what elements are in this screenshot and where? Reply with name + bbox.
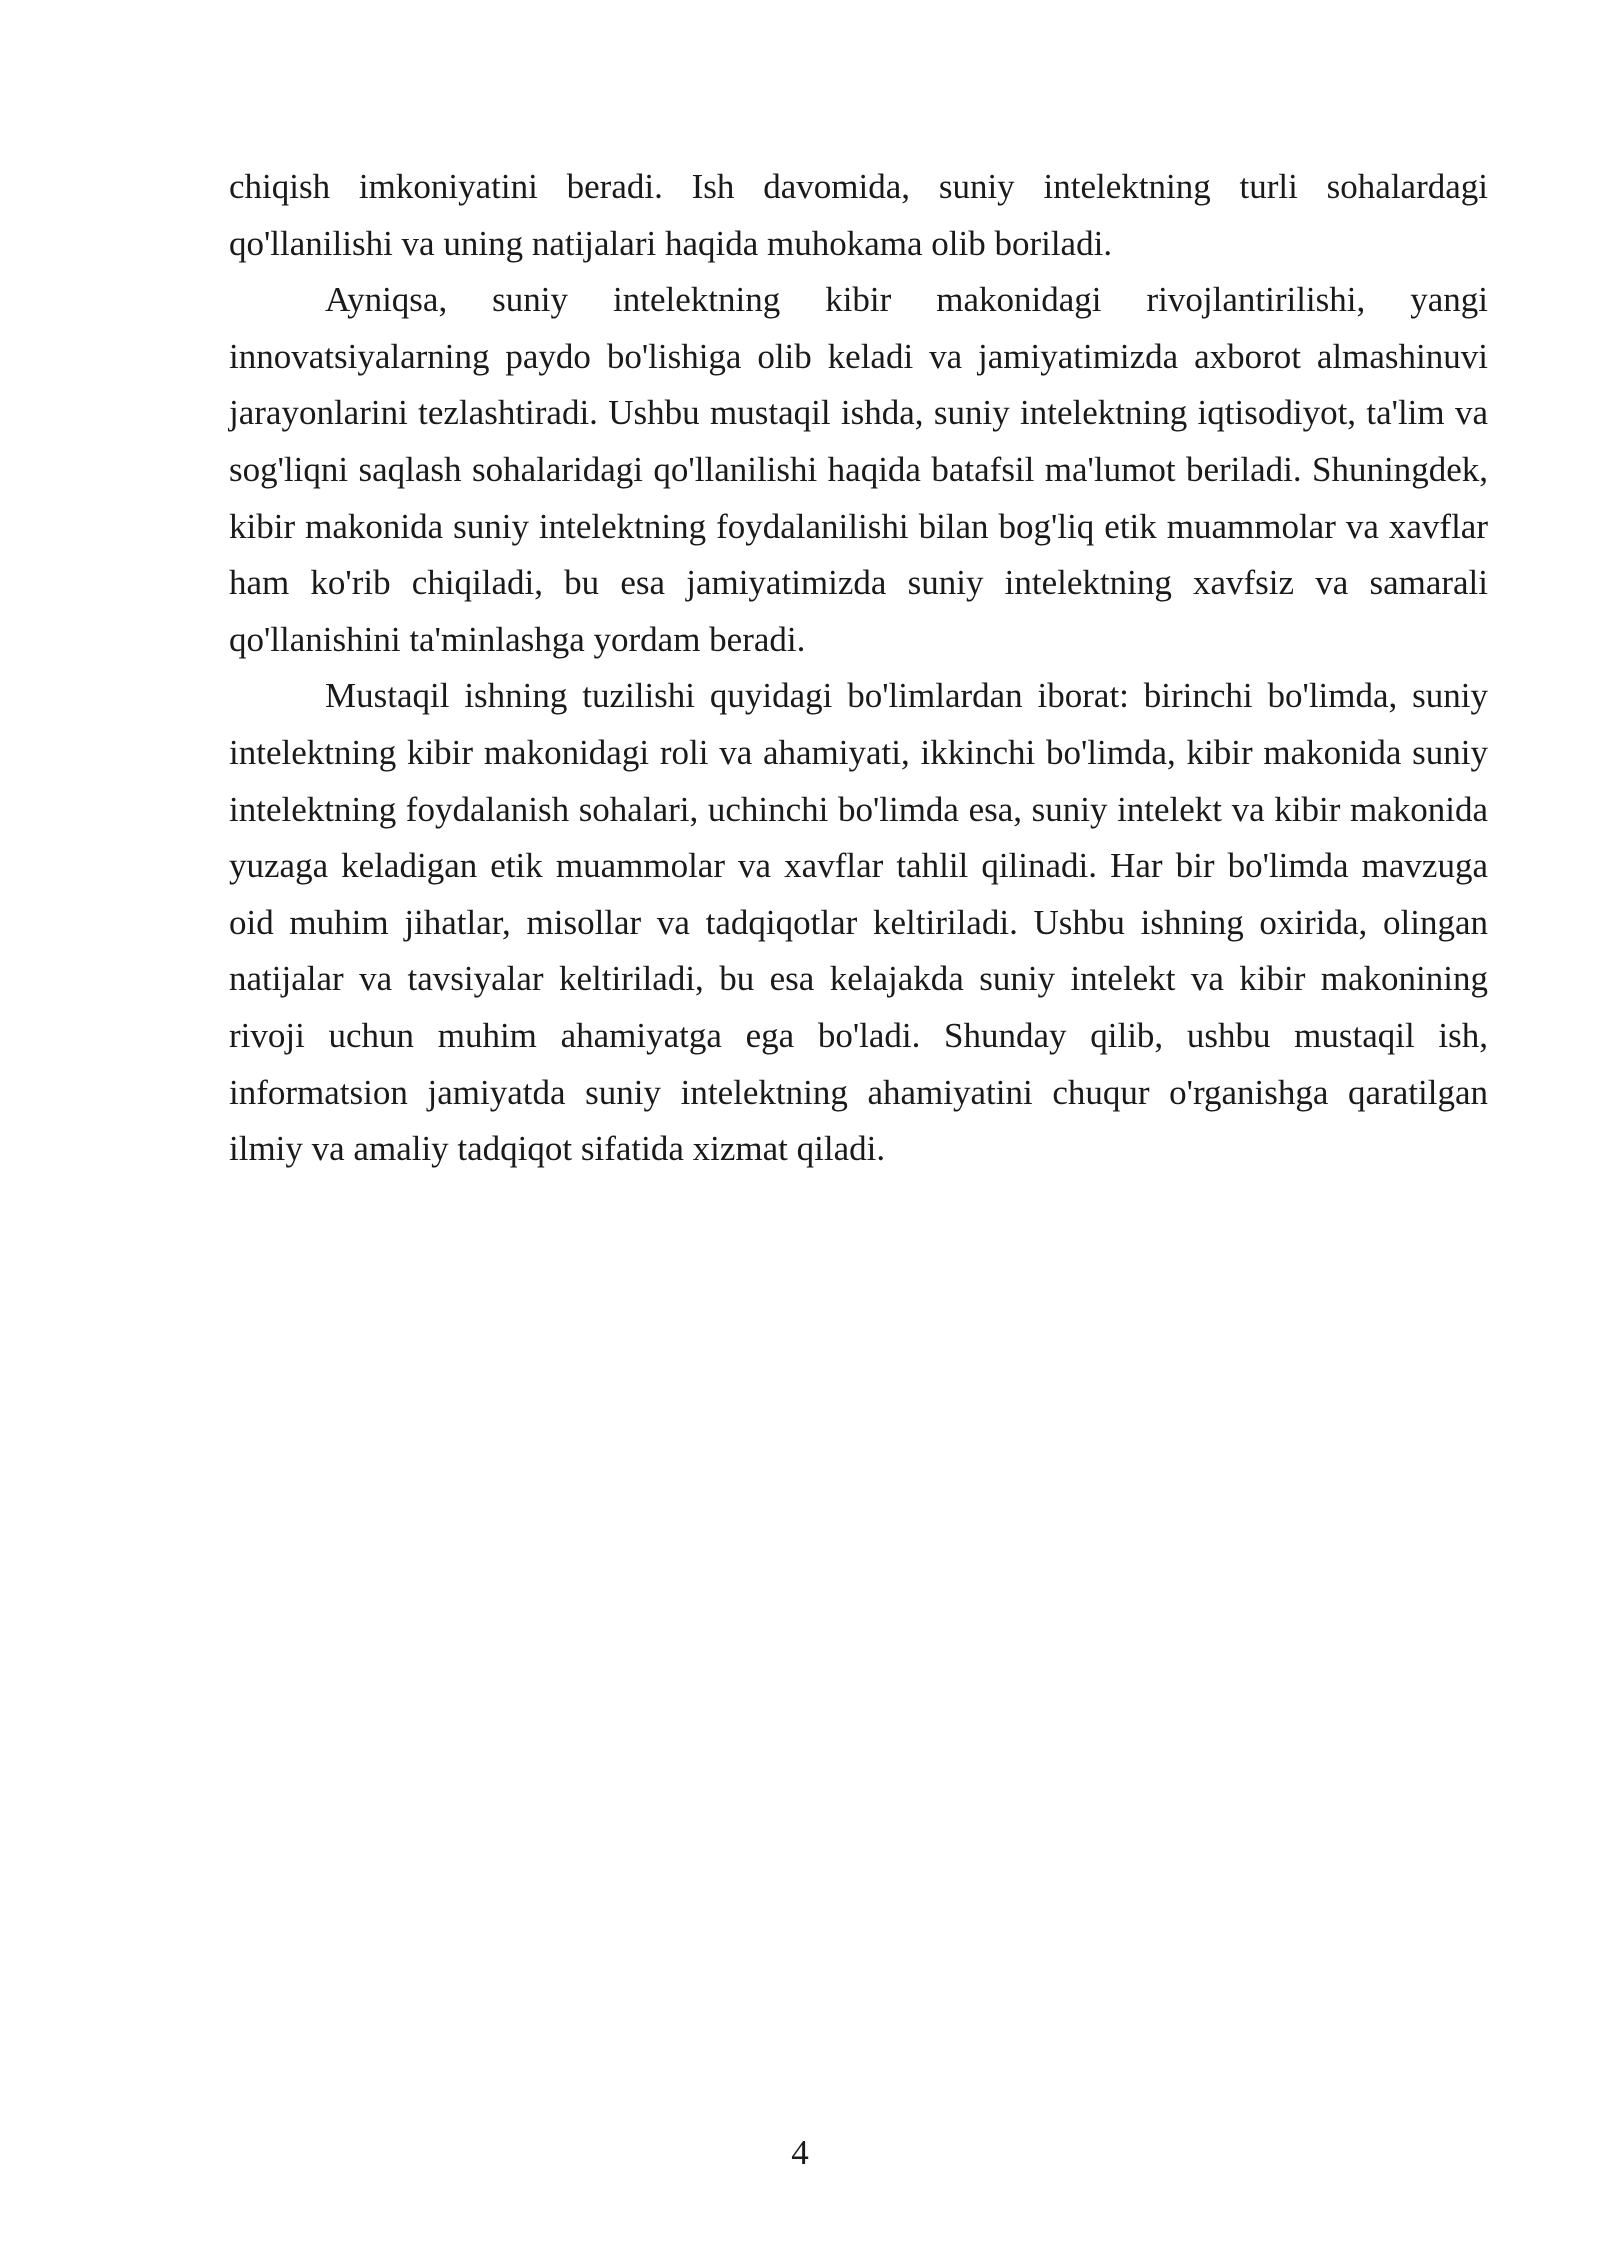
- paragraph-structure: Mustaqil ishning tuzilishi quyidagi bo'limlardan iborat: birinchi bo'limda, suniy intelektning kibir makonidagi roli va ahamiyati, ikkinchi bo'limda, kibir makonida suniy intelektning foydalanish sohalari, uchinchi bo'limda esa, suniy intelekt va kibir makonida yuzaga keladigan etik muammolar va xavflar tahlil qilinadi. Har bir bo'limda mavzuga oid muhim jihatlar, misollar va tadqiqotlar keltiriladi. Ushbu ishning oxirida, olingan natijalar va tavsiyalar keltiriladi, bu esa kelajakda suniy intelekt va kibir makonining rivoji uchun muhim ahamiyatga ega bo'ladi. Shunday qilib, ushbu mustaqil ish, informatsion jamiyatda suniy intelektning ahamiyatini chuqur o'rganishga qaratilgan ilmiy va amaliy tadqiqot sifatida xizmat qiladi.: [229, 676, 1488, 1169]
- page-number: 4: [791, 2133, 809, 2172]
- paragraph-overview: Ayniqsa, suniy intelektning kibir makonidagi rivojlantirilishi, yangi innovatsiyalarning paydo bo'lishiga olib keladi va jamiyatimizda axborot almashinuvi jarayonlarini tezlashtiradi. Ushbu mustaqil ishda, suniy intelektning iqtisodiyot, ta'lim va sog'liqni saqlash sohalaridagi qo'llanilishi haqida batafsil ma'lumot beriladi. Shuningdek, kibir makonida suniy intelektning foydalanilishi bilan bog'liq etik muammolar va xavflar ham ko'rib chiqiladi, bu esa jamiyatimizda suniy intelektning xavfsiz va samarali qo'llanishini ta'minlashga yordam beradi.: [229, 280, 1488, 659]
- paragraph-continuation: chiqish imkoniyatini beradi. Ish davomida, suniy intelektning turli sohalardagi qo'llanilishi va uning natijalari haqida muhokama olib boriladi.: [229, 167, 1488, 263]
- body-text: [229, 159, 1488, 1178]
